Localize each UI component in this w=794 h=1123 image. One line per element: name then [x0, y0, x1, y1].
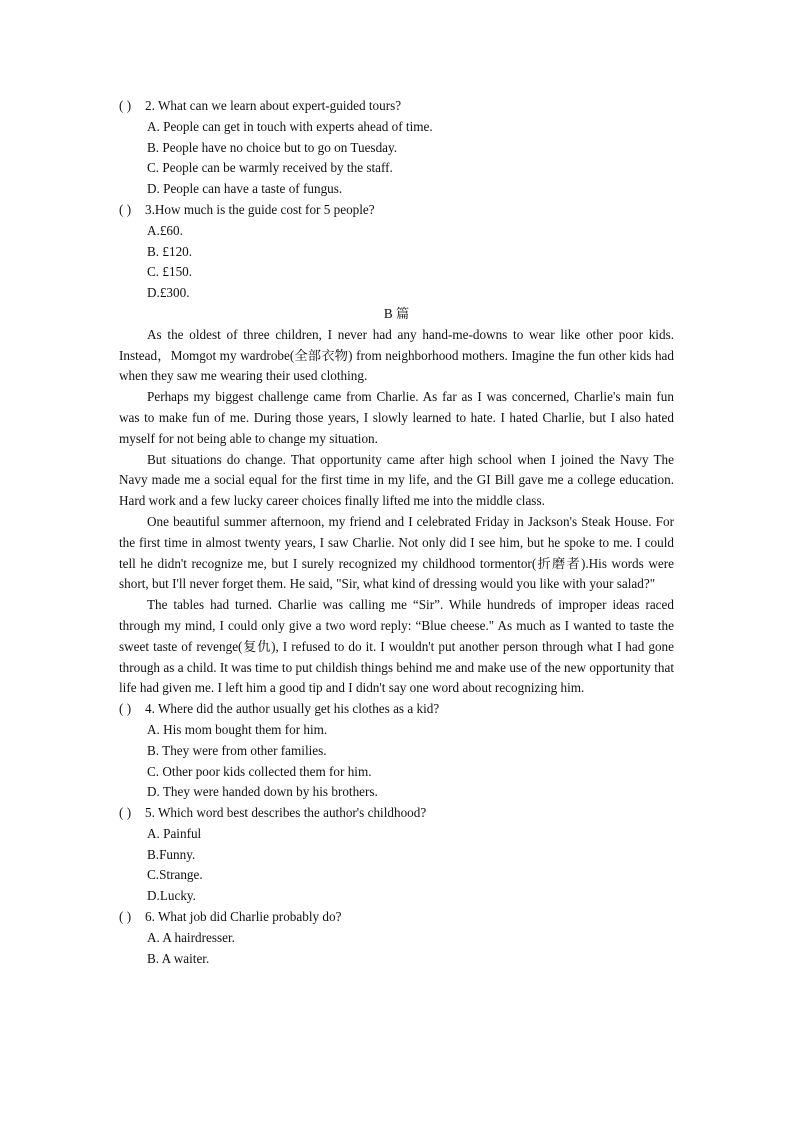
option-d: D. People can have a taste of fungus. — [147, 181, 343, 197]
question-3 — [119, 200, 674, 221]
question-stem: 4. Where did the author usually get his clothes as a kid? — [145, 701, 440, 717]
question-4 — [119, 699, 674, 720]
answer-bracket: ( ) — [119, 805, 132, 821]
passage-paragraph: The tables had turned. Charlie was calling me “Sir”. While hundreds of improper ideas raced through my mind, I could only give a two word reply: “Blue cheese." As much as I wanted to taste the sweet taste of revenge(复仇), I refused to do it. I wouldn't put another person through what I had gone through as a child. It was time to put childish things behind me and make use of the new opportunity that life had given me. I left him a good tip and I didn't say one word about recognizing him. — [119, 597, 674, 696]
option-a: A. His mom bought them for him. — [147, 721, 328, 737]
question-stem: 3.How much is the guide cost for 5 people? — [145, 201, 375, 217]
option-d: D.£300. — [147, 285, 190, 301]
option-a: A.£60. — [147, 222, 183, 238]
option-c: C.Strange. — [147, 867, 203, 883]
question-stem: 2. What can we learn about expert-guided tours? — [145, 98, 402, 113]
section-b-heading: B 篇 — [383, 305, 410, 321]
question-stem: 6. What job did Charlie probably do? — [145, 909, 342, 925]
question-stem: 5. Which word best describes the author's childhood? — [145, 805, 427, 821]
passage-paragraph: As the oldest of three children, I never had any hand-me-downs to wear like other poor kids. Instead，Momgot my wardrobe(全部衣物) from neighborhood mothers. Imagine the fun other kids had when they saw me wearing their used clothing. — [119, 326, 674, 384]
passage-paragraph: One beautiful summer afternoon, my friend and I celebrated Friday in Jackson's Steak House. For the first time in almost twenty years, I saw Charlie. Not only did I see him, but he spoke to me. I could tell he didn't recognize me, but I surely recognized my childhood tormentor(折磨者).His words were short, but I'll never forget them. He said, "Sir, what kind of dressing would you like with your salad?" — [119, 513, 674, 592]
passage-paragraph: Perhaps my biggest challenge came from Charlie. As far as I was concerned, Charlie's main fun was to make fun of me. During those years, I slowly learned to hate. I hated Charlie, but I also hated myself for not being able to change my situation. — [119, 389, 674, 446]
option-a: A. People can get in touch with experts ahead of time. — [147, 118, 433, 134]
option-c: C. People can be warmly received by the staff. — [147, 160, 393, 176]
question-2 — [119, 96, 674, 117]
question-6 — [119, 907, 674, 928]
option-b: B. £120. — [147, 243, 193, 259]
option-c: C. £150. — [147, 264, 193, 280]
option-a: A. Painful — [147, 825, 202, 841]
answer-bracket: ( ) — [119, 909, 132, 925]
option-c: C. Other poor kids collected them for him. — [147, 763, 372, 779]
option-a: A. A hairdresser. — [147, 929, 235, 945]
option-b: B. People have no choice but to go on Tuesday. — [147, 139, 398, 155]
option-b: B. A waiter. — [147, 950, 210, 966]
option-b: B. They were from other families. — [147, 742, 327, 758]
option-d: D. They were handed down by his brothers. — [147, 784, 378, 800]
page-content — [119, 96, 674, 969]
answer-bracket: ( ) — [119, 701, 132, 717]
question-5 — [119, 803, 674, 824]
answer-bracket: ( ) — [119, 98, 132, 113]
answer-bracket: ( ) — [119, 201, 132, 217]
option-b: B.Funny. — [147, 846, 196, 862]
passage-paragraph: But situations do change. That opportunity came after high school when I joined the Navy The Navy made me a social equal for the first time in my life, and the GI Bill gave me a college education. Hard work and a few lucky career choices finally lifted me into the middle class. — [119, 451, 674, 509]
option-d: D.Lucky. — [147, 888, 196, 904]
